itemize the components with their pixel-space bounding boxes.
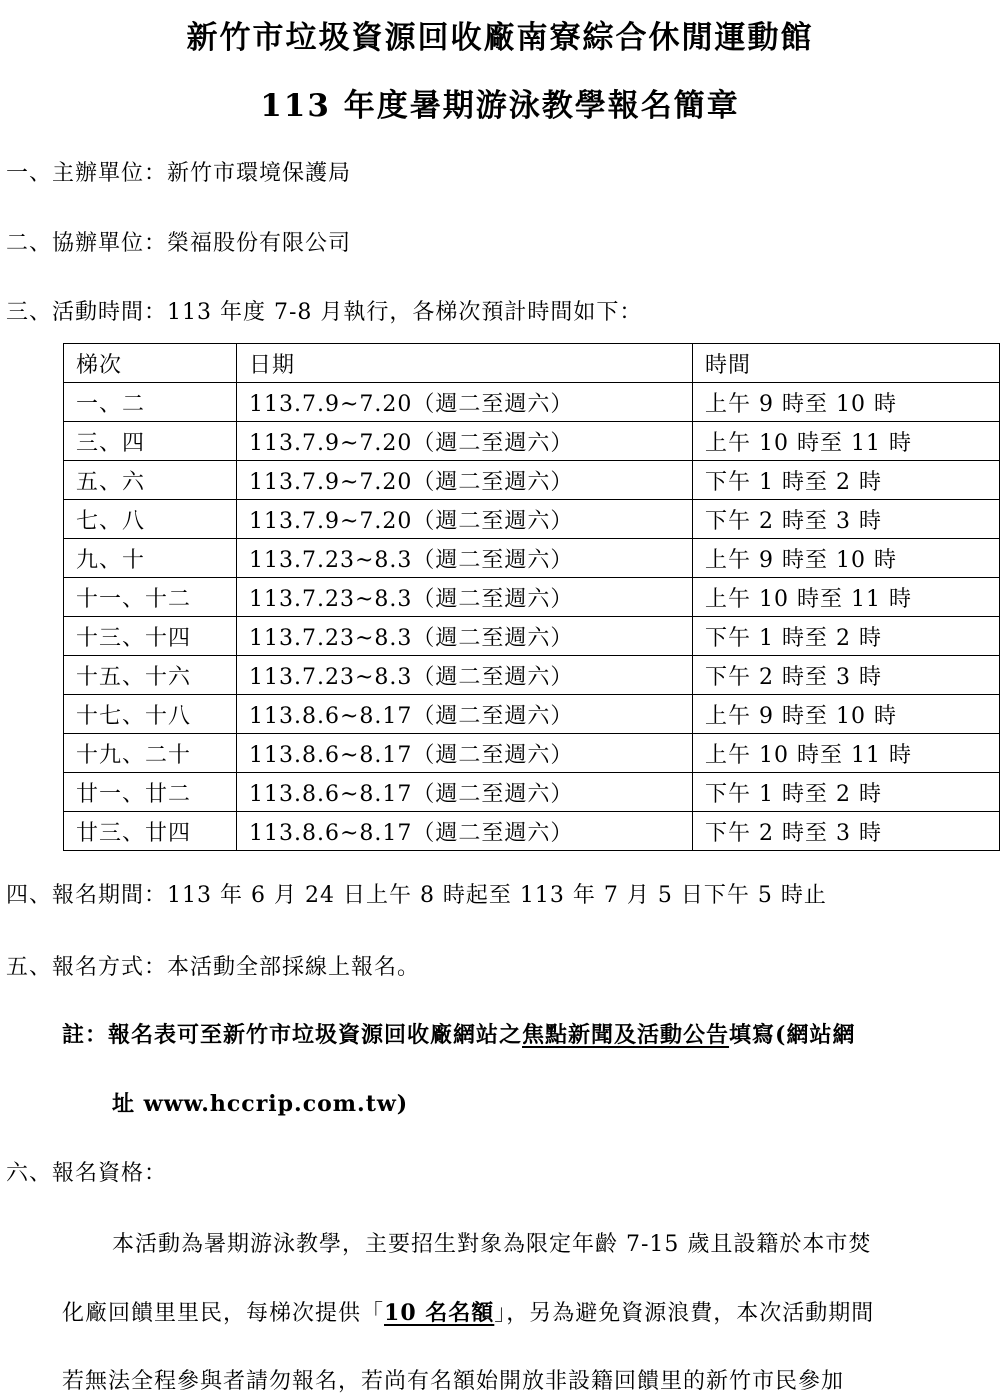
schedule-time-cell: 下午 2 時至 3 時 — [693, 656, 1000, 695]
schedule-time-cell: 下午 1 時至 2 時 — [693, 617, 1000, 656]
schedule-row — [64, 383, 1000, 422]
schedule-row — [64, 656, 1000, 695]
schedule-row — [64, 695, 1000, 734]
schedule-session-cell: 七、八 — [64, 500, 237, 539]
schedule-session-cell: 十三、十四 — [64, 617, 237, 656]
schedule-time-cell: 上午 10 時至 11 時 — [693, 422, 1000, 461]
schedule-session-cell: 十七、十八 — [64, 695, 237, 734]
schedule-date-cell: 113.7.23~8.3（週二至週六） — [237, 656, 693, 695]
schedule-time-cell: 上午 9 時至 10 時 — [693, 383, 1000, 422]
section-eligibility-heading: 六、報名資格： — [6, 1161, 168, 1186]
schedule-row — [64, 578, 1000, 617]
schedule-time-cell: 上午 10 時至 11 時 — [693, 578, 1000, 617]
schedule-session-cell: 三、四 — [64, 422, 237, 461]
section-organizer: 一、主辦單位：新竹市環境保護局 — [6, 161, 352, 186]
note-suffix: 填寫(網站網 — [729, 1022, 856, 1048]
section-registration-period: 四、報名期間：113 年 6 月 24 日上午 8 時起至 113 年 7 月 5 日下午 5 時止 — [6, 883, 827, 908]
schedule-session-cell: 廿三、廿四 — [64, 812, 237, 851]
schedule-session-cell: 九、十 — [64, 539, 237, 578]
note-line-1 — [62, 1018, 855, 1049]
schedule-session-cell: 五、六 — [64, 461, 237, 500]
schedule-time-cell: 下午 1 時至 2 時 — [693, 773, 1000, 812]
eligibility-line-2 — [62, 1296, 874, 1327]
schedule-session-cell: 廿一、廿二 — [64, 773, 237, 812]
news-announcement-link[interactable]: 焦點新聞及活動公告 — [522, 1022, 730, 1048]
schedule-date-cell: 113.8.6~8.17（週二至週六） — [237, 773, 693, 812]
schedule-header-row — [64, 344, 1000, 383]
schedule-session-cell: 十五、十六 — [64, 656, 237, 695]
eligibility-line-3: 若無法全程參與者請勿報名，若尚有名額始開放非設籍回饋里的新竹市民參加 — [62, 1369, 845, 1394]
header-date: 日期 — [237, 344, 693, 383]
schedule-time-cell: 上午 9 時至 10 時 — [693, 539, 1000, 578]
schedule-row — [64, 773, 1000, 812]
schedule-row — [64, 461, 1000, 500]
section-activity-time: 三、活動時間：113 年度 7-8 月執行，各梯次預計時間如下： — [6, 300, 643, 325]
schedule-date-cell: 113.7.23~8.3（週二至週六） — [237, 578, 693, 617]
schedule-time-cell: 下午 1 時至 2 時 — [693, 461, 1000, 500]
schedule-time-cell: 下午 2 時至 3 時 — [693, 812, 1000, 851]
header-session: 梯次 — [64, 344, 237, 383]
schedule-date-cell: 113.7.9~7.20（週二至週六） — [237, 422, 693, 461]
header-time: 時間 — [693, 344, 1000, 383]
schedule-date-cell: 113.7.23~8.3（週二至週六） — [237, 539, 693, 578]
schedule-row — [64, 812, 1000, 851]
schedule-session-cell: 十一、十二 — [64, 578, 237, 617]
eligibility-line-1: 本活動為暑期游泳教學，主要招生對象為限定年齡 7-15 歲且設籍於本市焚 — [112, 1232, 872, 1257]
schedule-row — [64, 539, 1000, 578]
schedule-session-cell: 十九、二十 — [64, 734, 237, 773]
schedule-date-cell: 113.7.9~7.20（週二至週六） — [237, 461, 693, 500]
schedule-row — [64, 500, 1000, 539]
note-prefix: 註：報名表可至新竹市垃圾資源回收廠網站之 — [62, 1022, 523, 1048]
schedule-date-cell: 113.7.9~7.20（週二至週六） — [237, 383, 693, 422]
schedule-date-cell: 113.8.6~8.17（週二至週六） — [237, 734, 693, 773]
schedule-time-cell: 上午 9 時至 10 時 — [693, 695, 1000, 734]
quota-highlight: 10 名名額 — [384, 1300, 495, 1326]
section-registration-method: 五、報名方式：本活動全部採線上報名。 — [6, 955, 421, 980]
schedule-session-cell: 一、二 — [64, 383, 237, 422]
schedule-date-cell: 113.7.23~8.3（週二至週六） — [237, 617, 693, 656]
note-line-2: 址 www.hccrip.com.tw) — [112, 1091, 409, 1117]
schedule-row — [64, 422, 1000, 461]
section-co-organizer: 二、協辦單位：榮福股份有限公司 — [6, 231, 352, 256]
schedule-row — [64, 734, 1000, 773]
schedule-time-cell: 下午 2 時至 3 時 — [693, 500, 1000, 539]
eligibility-line-2-prefix: 化廠回饋里里民，每梯次提供「 — [62, 1301, 385, 1326]
schedule-time-cell: 上午 10 時至 11 時 — [693, 734, 1000, 773]
document-title-line-1: 新竹市垃圾資源回收廠南寮綜合休閒運動館 — [186, 20, 814, 56]
schedule-table — [63, 343, 1000, 851]
schedule-date-cell: 113.7.9~7.20（週二至週六） — [237, 500, 693, 539]
schedule-date-cell: 113.8.6~8.17（週二至週六） — [237, 695, 693, 734]
document-title-line-2: 113 年度暑期游泳教學報名簡章 — [260, 88, 740, 124]
eligibility-line-2-suffix: 」，另為避免資源浪費，本次活動期間 — [494, 1301, 875, 1326]
schedule-body — [64, 383, 1000, 851]
schedule-date-cell: 113.8.6~8.17（週二至週六） — [237, 812, 693, 851]
schedule-row — [64, 617, 1000, 656]
